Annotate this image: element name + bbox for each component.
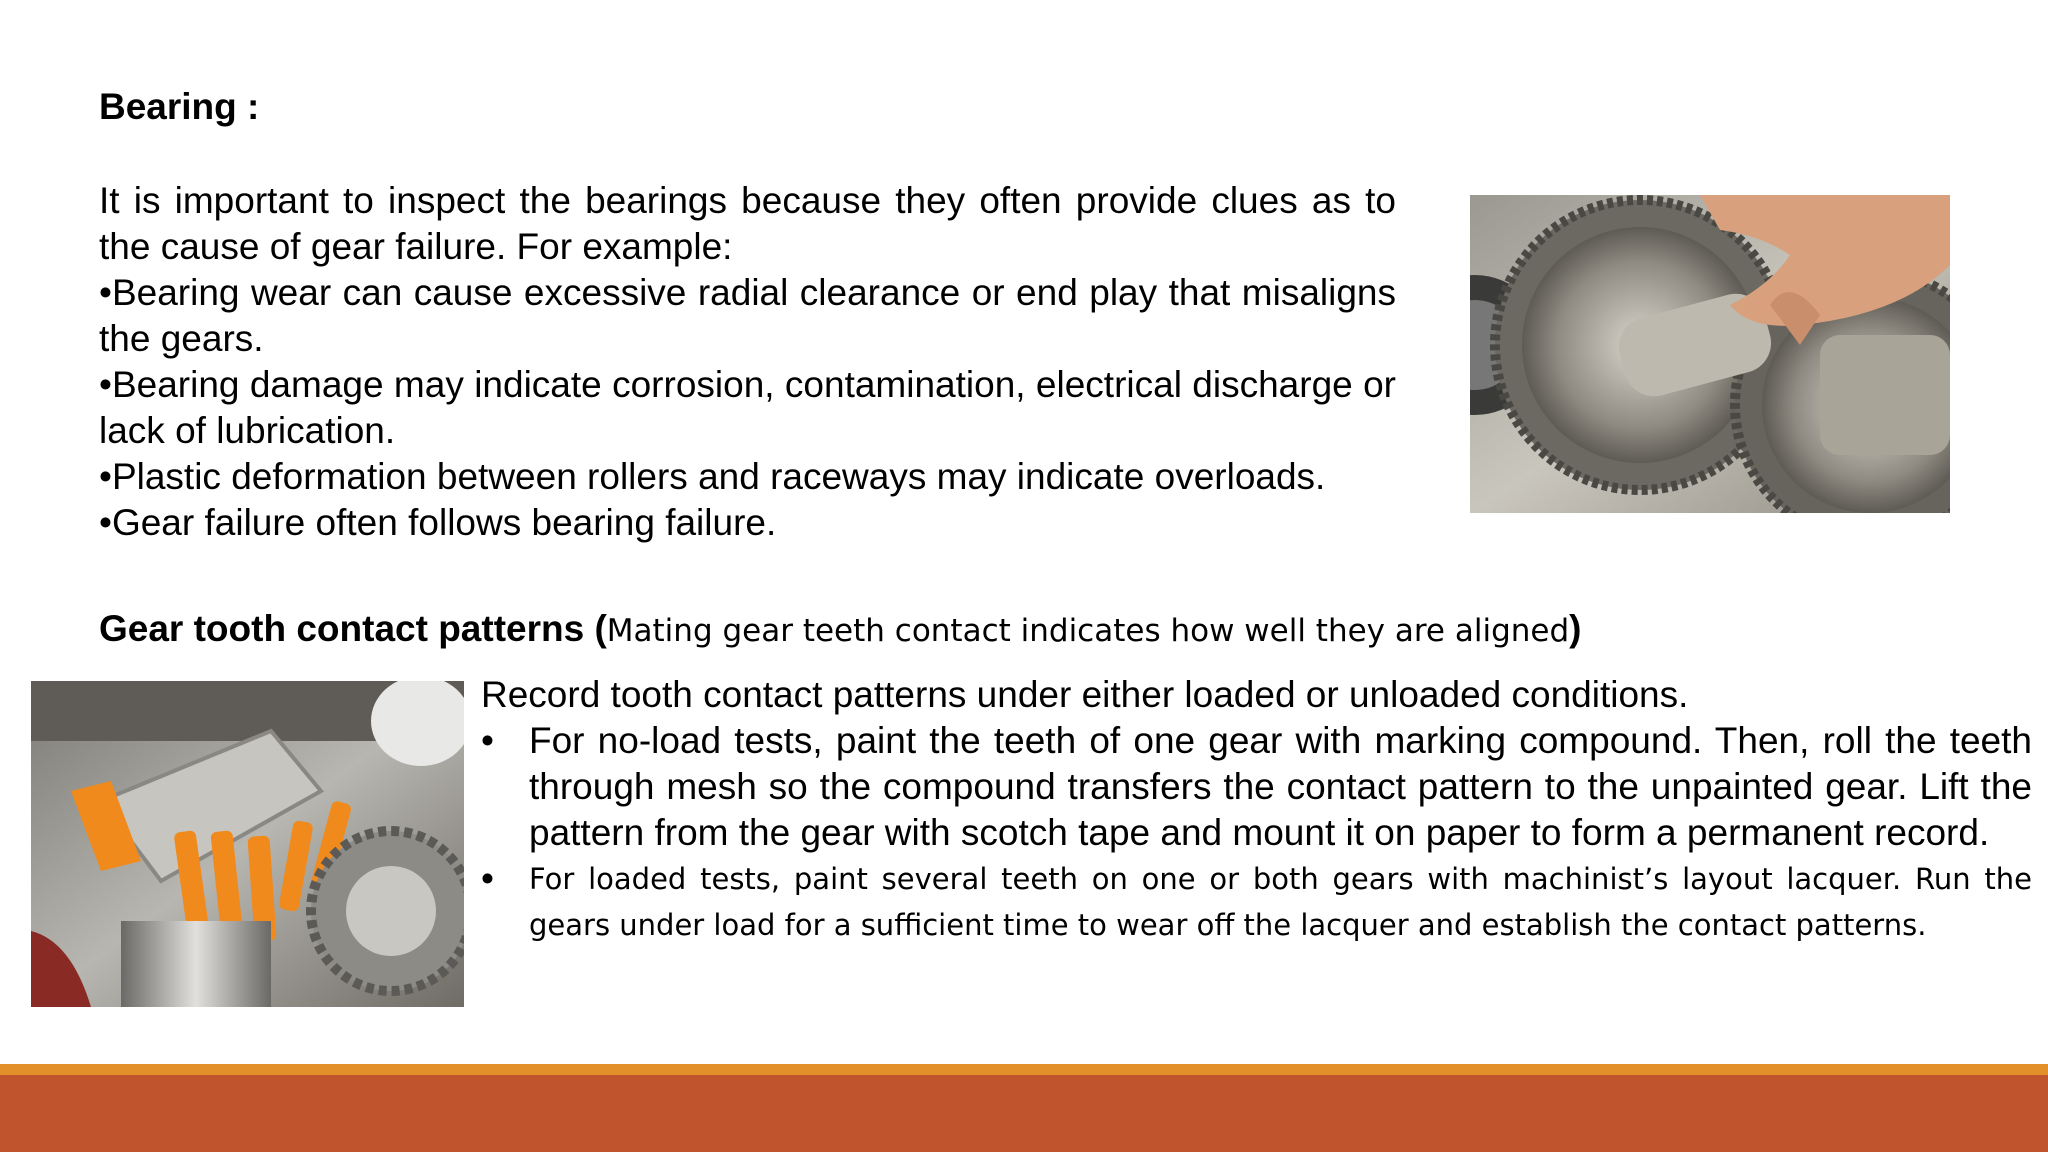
bearing-intro: It is important to inspect the bearings because they often provide clues as to the cause of gear failure. For example:	[99, 180, 1396, 267]
bearing-heading: Bearing :	[99, 86, 260, 127]
bevel-gears-marking-photo	[31, 681, 464, 1007]
bearing-bullet: •Bearing wear can cause excessive radial clearance or end play that misaligns the gears.	[99, 272, 1396, 359]
contact-intro: Record tooth contact patterns under either loaded or unloaded conditions.	[481, 674, 1689, 715]
no-load-test-text: For no-load tests, paint the teeth of one gear with marking compound. Then, roll the teeth through mesh so the compound transfers the contact pattern to the unpainted gear. Lift the pattern from the gear with scotch tape and mount it on paper to form a permanent record.	[529, 720, 2032, 853]
contact-heading-sub: Mating gear teeth contact indicates how well they are aligned	[606, 613, 1570, 649]
contact-heading-close: )	[1569, 608, 1582, 649]
bullet-marker: •	[481, 858, 494, 899]
contact-heading-main: Gear tooth contact patterns (	[99, 608, 607, 649]
gearbox-hand-photo	[1470, 195, 1950, 513]
bearing-bullet: •Plastic deformation between rollers and raceways may indicate overloads.	[99, 456, 1326, 497]
list-item	[481, 718, 2032, 856]
footer-accent-stripe	[0, 1064, 2048, 1075]
contact-text-block	[481, 672, 2032, 948]
list-item	[481, 856, 2032, 948]
bearing-text-block	[99, 178, 1396, 546]
bullet-marker: •	[481, 720, 494, 761]
contact-patterns-heading	[99, 608, 1581, 650]
bearing-bullet: •Bearing damage may indicate corrosion, contamination, electrical discharge or lack of lubrication.	[99, 364, 1396, 451]
bearing-bullet: •Gear failure often follows bearing failure.	[99, 502, 777, 543]
footer-band	[0, 1075, 2048, 1152]
loaded-test-text: For loaded tests, paint several teeth on one or both gears with machinist’s layout lacquer. Run the gears under load for a sufficient time to wear off the lacquer and establish the contact patterns.	[529, 862, 2032, 942]
